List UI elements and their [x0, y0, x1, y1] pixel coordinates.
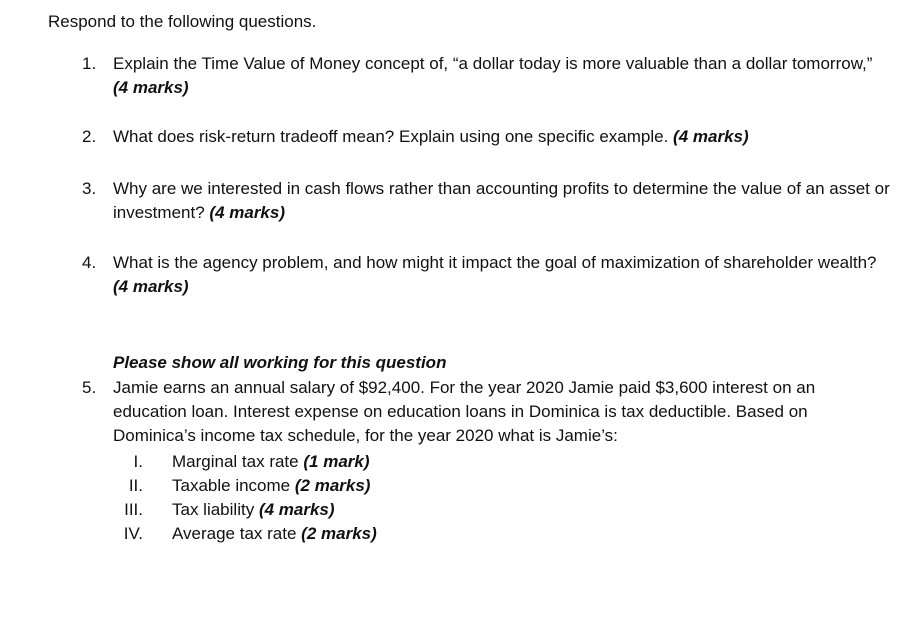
subpart-text: Average tax rate	[172, 524, 297, 543]
question-number: 4.	[82, 253, 97, 272]
marks-label: (4 marks)	[258, 500, 335, 519]
marks-label: (4 marks)	[209, 203, 286, 222]
question-number: 3.	[82, 179, 97, 198]
subpart-1	[113, 450, 613, 474]
marks-label: (2 marks)	[294, 476, 371, 495]
question-number: 5.	[82, 378, 97, 397]
question-text: What is the agency problem, and how might it impact the goal of maximization of shareholder wealth? (4 marks)	[113, 253, 877, 296]
marks-label: (4 marks)	[113, 277, 189, 296]
subpart-numeral: III.	[124, 500, 143, 519]
marks-label: (2 marks)	[301, 524, 377, 543]
question-text: Why are we interested in cash flows rather than accounting profits to determine the value of an asset or investment? (4 marks)	[113, 179, 890, 222]
question-2	[82, 125, 882, 149]
marks-label: (4 marks)	[673, 127, 749, 146]
question-4	[82, 251, 882, 299]
question-number: 2.	[82, 127, 97, 146]
question-text: What does risk-return tradeoff mean? Explain using one specific example. (4 marks)	[113, 127, 749, 146]
question-text: Explain the Time Value of Money concept of, “a dollar today is more valuable than a dollar tomorrow,” (4 marks)	[113, 54, 873, 97]
marks-label: (4 marks)	[113, 78, 189, 97]
question-1	[82, 52, 882, 100]
subpart-numeral: I.	[133, 452, 143, 471]
subpart-2	[113, 474, 613, 498]
question-text: Jamie earns an annual salary of $92,400. For the year 2020 Jamie paid $3,600 interest on an education loan. Interest expense on education loans in Dominica is tax deductible. Based on Dominica’s income tax schedule, for the year 2020 what is Jamie’s:	[113, 378, 816, 445]
question-number: 1.	[82, 54, 97, 73]
subpart-text: Marginal tax rate	[172, 452, 299, 471]
subpart-3	[113, 498, 613, 522]
subpart-text: Tax liability	[172, 500, 255, 519]
working-instruction: Please show all working for this question	[113, 353, 447, 372]
marks-label: (1 mark)	[303, 452, 370, 471]
subpart-numeral: IV.	[123, 524, 143, 543]
instructions-heading: Respond to the following questions.	[48, 12, 317, 31]
subpart-4	[113, 522, 613, 546]
subpart-numeral: II.	[128, 476, 143, 495]
subpart-text: Taxable income	[172, 476, 291, 495]
question-3	[82, 177, 890, 225]
question-5	[82, 376, 882, 448]
